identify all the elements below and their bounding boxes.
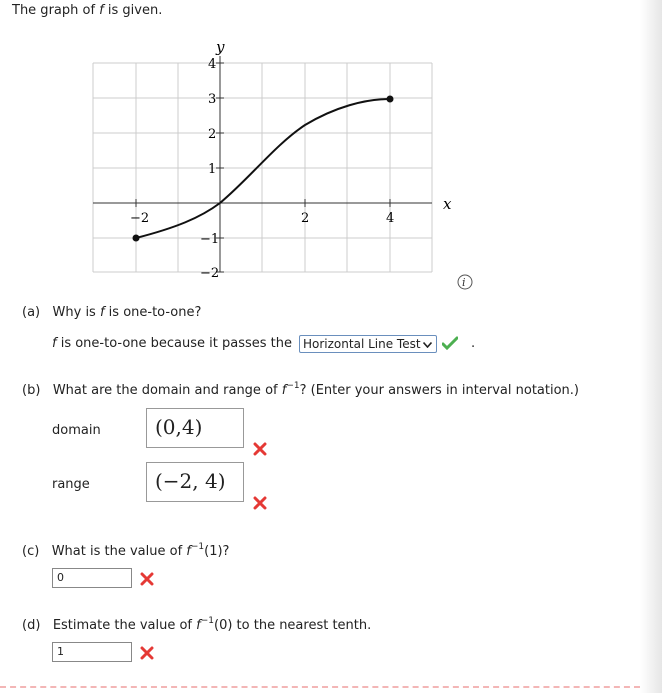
bottom-divider bbox=[0, 686, 640, 688]
part-a-answer-text bbox=[52, 336, 292, 351]
part-b-q-post: ? (Enter your answers in interval notation.) bbox=[299, 383, 579, 398]
part-b-question bbox=[22, 383, 579, 398]
part-c-question bbox=[22, 544, 229, 559]
incorrect-x-icon bbox=[140, 646, 154, 660]
part-a-question bbox=[22, 305, 201, 320]
finv-of-1-input[interactable]: 0 bbox=[52, 568, 132, 588]
function-graph bbox=[0, 0, 662, 300]
info-icon[interactable] bbox=[458, 275, 472, 289]
part-b-q-sup: −1 bbox=[286, 381, 300, 391]
incorrect-x-icon bbox=[140, 572, 154, 586]
part-d-label: (d) bbox=[22, 618, 41, 633]
part-c-q-f: f bbox=[186, 544, 191, 559]
x-tick-label-4: 4 bbox=[386, 211, 395, 226]
incorrect-x-icon bbox=[253, 496, 267, 510]
part-a-q-pre: Why is bbox=[52, 305, 100, 320]
intro-f: f bbox=[99, 3, 104, 18]
incorrect-x-icon bbox=[253, 442, 267, 456]
intro-post: is given. bbox=[103, 3, 163, 18]
curve-end-point bbox=[387, 96, 394, 103]
part-a-label: (a) bbox=[22, 305, 41, 320]
y-tick-label-1: 1 bbox=[208, 162, 217, 177]
one-to-one-reason-select[interactable] bbox=[299, 335, 437, 353]
y-axis-label: y bbox=[216, 38, 225, 56]
range-label: range bbox=[52, 477, 90, 492]
graph-grid bbox=[93, 63, 432, 272]
part-d-q-post: (0) to the nearest tenth. bbox=[214, 618, 372, 633]
part-b-q-f: f bbox=[281, 383, 287, 398]
part-a-a-f: f bbox=[52, 336, 57, 351]
y-tick-label-neg1: −1 bbox=[200, 232, 220, 247]
y-tick-label-2: 2 bbox=[208, 127, 217, 142]
x-tick-label-neg2: −2 bbox=[130, 211, 150, 226]
part-d-q-pre: Estimate the value of bbox=[52, 618, 197, 633]
chevron-down-icon bbox=[423, 342, 432, 348]
check-correct-icon bbox=[442, 336, 458, 350]
part-b-label: (b) bbox=[22, 383, 41, 398]
part-d-question bbox=[22, 618, 371, 633]
curve-start-point bbox=[133, 235, 140, 242]
y-tick-label-3: 3 bbox=[208, 92, 217, 107]
domain-label: domain bbox=[52, 423, 101, 438]
svg-text:i: i bbox=[462, 276, 466, 289]
part-c-q-sup: −1 bbox=[190, 542, 205, 552]
part-d-q-f: f bbox=[196, 618, 201, 633]
finv-of-0-input[interactable]: 1 bbox=[52, 642, 132, 662]
range-input[interactable]: (−2, 4) bbox=[146, 462, 244, 502]
x-axis-label: x bbox=[443, 195, 452, 213]
y-tick-label-4: 4 bbox=[208, 57, 217, 72]
part-c-q-pre: What is the value of bbox=[51, 544, 187, 559]
part-c-label: (c) bbox=[22, 544, 40, 559]
x-tick-label-2: 2 bbox=[301, 211, 310, 226]
part-d-q-sup: −1 bbox=[200, 616, 214, 626]
part-a-q-post: is one-to-one? bbox=[104, 305, 202, 320]
part-a-period: . bbox=[471, 336, 476, 351]
part-a-q-f: f bbox=[99, 305, 105, 320]
part-c-q-post: (1)? bbox=[204, 544, 230, 559]
y-tick-label-neg2: −2 bbox=[200, 266, 220, 281]
select-value: Horizontal Line Test bbox=[303, 337, 421, 351]
intro-pre: The graph of bbox=[12, 3, 100, 18]
domain-input[interactable]: (0,4) bbox=[146, 408, 244, 448]
part-a-a-pre: is one-to-one because it passes the bbox=[56, 336, 293, 351]
part-b-q-pre: What are the domain and range of bbox=[52, 383, 282, 398]
